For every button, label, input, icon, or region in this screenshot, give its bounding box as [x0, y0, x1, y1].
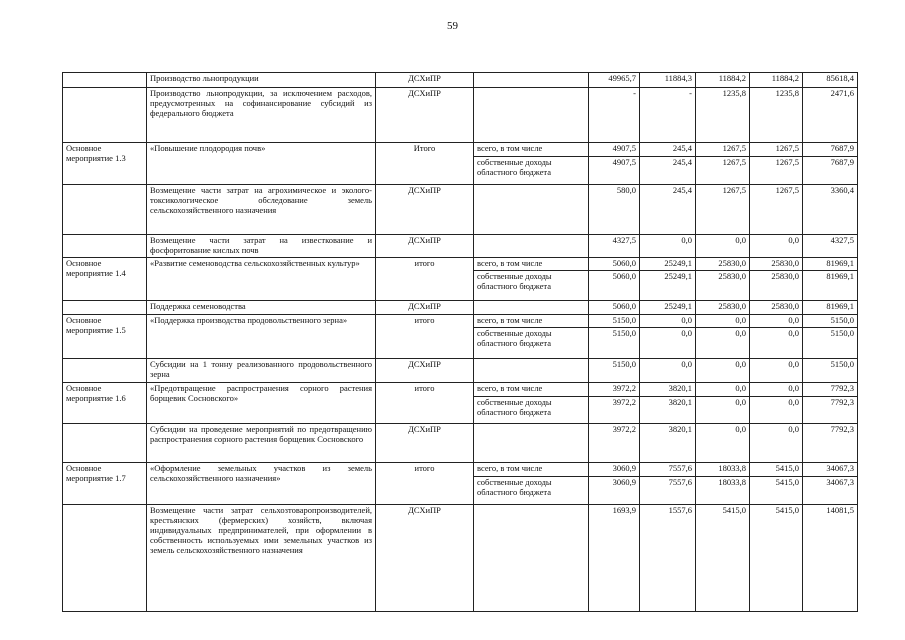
responsible-cell: итого: [376, 463, 474, 505]
value-cell: 1235,8: [750, 88, 803, 143]
value-cell: 18033,8: [696, 463, 750, 477]
value-cell: 1235,8: [696, 88, 750, 143]
value-cell: -: [589, 88, 640, 143]
responsible-cell: ДСХиПР: [376, 359, 474, 383]
value-cell: 7557,6: [640, 463, 696, 477]
table-row: [63, 463, 858, 477]
value-cell: 1267,5: [696, 143, 750, 157]
event-name-cell: «Развитие семеноводства сельскохозяйственных культур»: [147, 258, 376, 301]
funding-source-cell: собственные доходы областного бюджета: [474, 271, 589, 301]
value-cell: 5150,0: [803, 315, 858, 328]
value-cell: 3820,1: [640, 383, 696, 397]
responsible-cell: итого: [376, 315, 474, 359]
value-cell: 7687,9: [803, 143, 858, 157]
table-row: [63, 301, 858, 315]
value-cell: 11884,2: [750, 73, 803, 88]
value-cell: 0,0: [696, 383, 750, 397]
value-cell: 245,4: [640, 185, 696, 235]
value-cell: 3820,1: [640, 397, 696, 424]
value-cell: 0,0: [696, 397, 750, 424]
value-cell: 5150,0: [803, 328, 858, 359]
section-cell: Основное мероприятие 1.5: [63, 315, 147, 359]
funding-source-cell: собственные доходы областного бюджета: [474, 157, 589, 185]
value-cell: 5415,0: [750, 463, 803, 477]
value-cell: 3060,9: [589, 463, 640, 477]
table-row: [63, 258, 858, 271]
funding-source-cell: [474, 301, 589, 315]
event-name-cell: «Предотвращение распространения сорного растения борщевик Сосновского»: [147, 383, 376, 424]
value-cell: 0,0: [696, 424, 750, 463]
value-cell: 25830,0: [696, 271, 750, 301]
section-cell: [63, 235, 147, 258]
value-cell: 5150,0: [589, 359, 640, 383]
value-cell: 5060,0: [589, 258, 640, 271]
table-row: [63, 359, 858, 383]
event-name-cell: Возмещение части затрат сельхозтоваропроизводителей, крестьянских (фермерских) хозяйств, включая индивидуальных предпринимателей, при оформлении в собственность используемых ими земельных участков из земель сельскохозяйственного назначения: [147, 505, 376, 612]
value-cell: 1267,5: [750, 143, 803, 157]
value-cell: 4907,5: [589, 157, 640, 185]
value-cell: 49965,7: [589, 73, 640, 88]
value-cell: 25830,0: [696, 258, 750, 271]
value-cell: 5060,0: [589, 271, 640, 301]
value-cell: 34067,3: [803, 477, 858, 505]
value-cell: 1267,5: [750, 157, 803, 185]
table-row: [63, 185, 858, 235]
value-cell: 34067,3: [803, 463, 858, 477]
table-row: [63, 143, 858, 157]
value-cell: 0,0: [750, 397, 803, 424]
table-row: [63, 383, 858, 397]
table-row: [63, 424, 858, 463]
funding-source-cell: собственные доходы областного бюджета: [474, 477, 589, 505]
value-cell: 3060,9: [589, 477, 640, 505]
value-cell: 3972,2: [589, 424, 640, 463]
value-cell: 580,0: [589, 185, 640, 235]
value-cell: 245,4: [640, 143, 696, 157]
section-cell: [63, 424, 147, 463]
section-cell: Основное мероприятие 1.3: [63, 143, 147, 185]
responsible-cell: ДСХиПР: [376, 73, 474, 88]
event-name-cell: Производство льнопродукции, за исключением расходов, предусмотренных на софинансирование субсидий из федерального бюджета: [147, 88, 376, 143]
responsible-cell: ДСХиПР: [376, 424, 474, 463]
value-cell: 25249,1: [640, 301, 696, 315]
value-cell: 81969,1: [803, 301, 858, 315]
responsible-cell: итого: [376, 258, 474, 301]
event-name-cell: Субсидии на проведение мероприятий по предотвращению распространения сорного растения борщевик Сосновского: [147, 424, 376, 463]
section-cell: [63, 185, 147, 235]
funding-source-cell: собственные доходы областного бюджета: [474, 397, 589, 424]
value-cell: 0,0: [696, 315, 750, 328]
value-cell: 4327,5: [803, 235, 858, 258]
value-cell: 1267,5: [696, 185, 750, 235]
value-cell: 25249,1: [640, 271, 696, 301]
value-cell: 25830,0: [750, 271, 803, 301]
table-row: [63, 505, 858, 612]
event-name-cell: Возмещение части затрат на агрохимическое и эколого-токсикологическое обследование земель сельскохозяйственного назначения: [147, 185, 376, 235]
value-cell: 3972,2: [589, 383, 640, 397]
value-cell: 7792,3: [803, 397, 858, 424]
page-number: 59: [447, 20, 458, 32]
responsible-cell: ДСХиПР: [376, 235, 474, 258]
value-cell: 81969,1: [803, 271, 858, 301]
funding-source-cell: [474, 359, 589, 383]
funding-source-cell: [474, 235, 589, 258]
value-cell: 0,0: [696, 328, 750, 359]
event-name-cell: Производство льнопродукции: [147, 73, 376, 88]
value-cell: 5150,0: [589, 328, 640, 359]
value-cell: 25830,0: [750, 301, 803, 315]
section-cell: [63, 88, 147, 143]
section-cell: [63, 73, 147, 88]
section-cell: Основное мероприятие 1.6: [63, 383, 147, 424]
value-cell: 1267,5: [696, 157, 750, 185]
value-cell: 0,0: [750, 328, 803, 359]
value-cell: 11884,3: [640, 73, 696, 88]
funding-source-cell: [474, 505, 589, 612]
table-row: [63, 235, 858, 258]
responsible-cell: ДСХиПР: [376, 88, 474, 143]
value-cell: 14081,5: [803, 505, 858, 612]
table-row: [63, 73, 858, 88]
event-name-cell: Возмещение части затрат на известкование и фосфоритование кислых почв: [147, 235, 376, 258]
value-cell: 0,0: [750, 424, 803, 463]
value-cell: 245,4: [640, 157, 696, 185]
section-cell: Основное мероприятие 1.4: [63, 258, 147, 301]
funding-source-cell: [474, 73, 589, 88]
value-cell: 0,0: [640, 359, 696, 383]
value-cell: 0,0: [640, 328, 696, 359]
value-cell: 0,0: [696, 235, 750, 258]
value-cell: 1557,6: [640, 505, 696, 612]
section-cell: [63, 359, 147, 383]
table-row: [63, 88, 858, 143]
value-cell: 7792,3: [803, 383, 858, 397]
value-cell: 1693,9: [589, 505, 640, 612]
event-name-cell: «Поддержка производства продовольственного зерна»: [147, 315, 376, 359]
event-name-cell: «Оформление земельных участков из земель сельскохозяйственного назначения»: [147, 463, 376, 505]
section-cell: Основное мероприятие 1.7: [63, 463, 147, 505]
value-cell: 3972,2: [589, 397, 640, 424]
budget-table: [62, 72, 858, 612]
responsible-cell: ДСХиПР: [376, 301, 474, 315]
value-cell: -: [640, 88, 696, 143]
funding-source-cell: всего, в том числе: [474, 315, 589, 328]
value-cell: 5415,0: [696, 505, 750, 612]
responsible-cell: ДСХиПР: [376, 185, 474, 235]
value-cell: 0,0: [640, 235, 696, 258]
funding-source-cell: всего, в том числе: [474, 383, 589, 397]
value-cell: 85618,4: [803, 73, 858, 88]
value-cell: 7687,9: [803, 157, 858, 185]
funding-source-cell: [474, 88, 589, 143]
event-name-cell: Поддержка семеноводства: [147, 301, 376, 315]
value-cell: 0,0: [750, 315, 803, 328]
value-cell: 1267,5: [750, 185, 803, 235]
value-cell: 4907,5: [589, 143, 640, 157]
value-cell: 0,0: [640, 315, 696, 328]
section-cell: [63, 505, 147, 612]
event-name-cell: «Повышение плодородия почв»: [147, 143, 376, 185]
value-cell: 5415,0: [750, 505, 803, 612]
value-cell: 25830,0: [696, 301, 750, 315]
value-cell: 18033,8: [696, 477, 750, 505]
value-cell: 0,0: [696, 359, 750, 383]
value-cell: 0,0: [750, 359, 803, 383]
value-cell: 5415,0: [750, 477, 803, 505]
funding-source-cell: всего, в том числе: [474, 258, 589, 271]
value-cell: 2471,6: [803, 88, 858, 143]
responsible-cell: ДСХиПР: [376, 505, 474, 612]
value-cell: 0,0: [750, 383, 803, 397]
value-cell: 11884,2: [696, 73, 750, 88]
value-cell: 81969,1: [803, 258, 858, 271]
value-cell: 0,0: [750, 235, 803, 258]
value-cell: 3820,1: [640, 424, 696, 463]
funding-source-cell: всего, в том числе: [474, 143, 589, 157]
value-cell: 5060,0: [589, 301, 640, 315]
value-cell: 7557,6: [640, 477, 696, 505]
event-name-cell: Субсидии на 1 тонну реализованного продовольственного зерна: [147, 359, 376, 383]
responsible-cell: Итого: [376, 143, 474, 185]
section-cell: [63, 301, 147, 315]
value-cell: 5150,0: [589, 315, 640, 328]
funding-source-cell: всего, в том числе: [474, 463, 589, 477]
funding-source-cell: собственные доходы областного бюджета: [474, 328, 589, 359]
funding-source-cell: [474, 424, 589, 463]
value-cell: 4327,5: [589, 235, 640, 258]
responsible-cell: итого: [376, 383, 474, 424]
value-cell: 25249,1: [640, 258, 696, 271]
value-cell: 7792,3: [803, 424, 858, 463]
table-row: [63, 315, 858, 328]
funding-source-cell: [474, 185, 589, 235]
value-cell: 3360,4: [803, 185, 858, 235]
value-cell: 5150,0: [803, 359, 858, 383]
value-cell: 25830,0: [750, 258, 803, 271]
